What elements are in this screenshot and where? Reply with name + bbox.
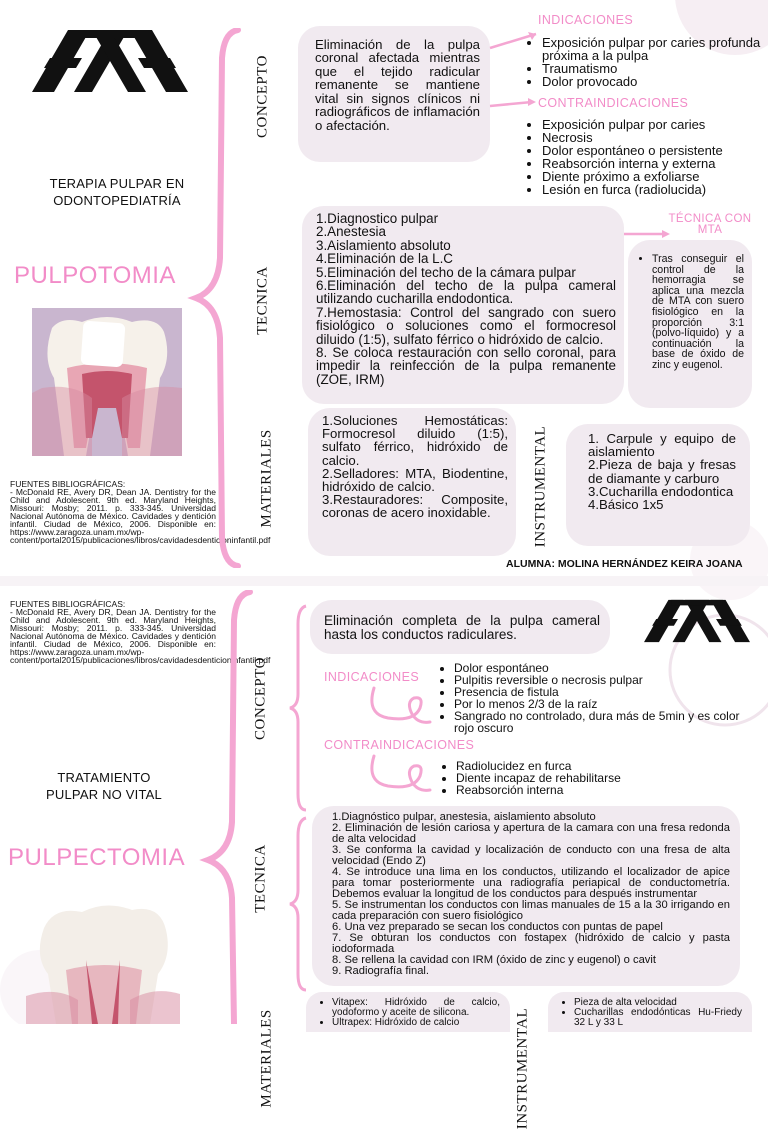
alumna-name: ALUMNA: MOLINA HERNÁNDEZ KEIRA JOANA [506,558,743,570]
tecnica-mta-card [628,240,752,408]
indicaciones-header: INDICACIONES [324,670,420,684]
tecnica-mta-header: TÉCNICA CON MTA [668,213,752,236]
list-item: • Traumatismo [542,62,764,75]
instrumental-item: 1. Carpule y equipo de aislamiento [588,431,736,460]
tecnica-card [302,206,624,404]
tecnica-step: 6.Eliminación del techo de la pulpa cameral utilizando cucharilla endodontica. [316,278,616,307]
materiales-card [306,992,510,1032]
tecnica-step: 5.Eliminación del techo de la cámara pulpar [316,264,576,280]
list-item: • Diente incapaz de rehabilitarse [456,772,722,784]
list-item: • Necrosis [542,131,764,144]
pink-brace [186,28,246,568]
list-item: • Reabsorción interna [456,784,722,796]
label-tecnica: TECNICA [254,266,271,335]
procedure-title: PULPOTOMIA [14,262,176,289]
instrumental-card [548,992,752,1032]
contraindicaciones-list [442,760,722,796]
tecnica-step: 8. Se coloca restauración con sello coronal, para impedir la reinfección de la pulpa remanente (ZOE, IRM) [316,345,616,387]
pink-brace-small [286,604,310,812]
list-item: • Presencia de fistula [454,686,740,698]
indicaciones-list [440,662,740,734]
label-concepto: CONCEPTO [252,657,269,740]
concepto-text: Eliminación de la pulpa coronal afectada mientras que el tejido radicular remanente se mantiene vital sin signos clínicos ni radiográficos de inflamación o afectación. [315,37,480,133]
label-instrumental: INSTRUMENTAL [514,1007,531,1130]
concepto-card [298,26,490,162]
material-item: • Ultrapex: Hidróxido de calcio [332,1018,500,1028]
title-line: ODONTOPEDIATRÍA [53,192,181,208]
tecnica-step: 2. Eliminación de lesión cariosa y apertura de la camara con una fresa redonda de alta velocidad [332,821,730,845]
curl-arrow [364,684,434,730]
material-item: 2.Selladores: MTA, Biodentine, hidróxido de calcio. [322,465,508,495]
references-body: - McDonald RE, Avery DR, Dean JA. Dentistry for the Child and Adolescent. 9th ed. Maryland Heights, Missouri: Mosby; 2011. p. 333-345. Universidad Nacional Autónoma de México. Cavidades y dentición infantil. Ciudad de México, 2006. Disponible en: https://www.zaragoza.unam.mx/wp-content/portal2015/publicaciones/libros/cavidadesdenticioninfantil.pdf [10,607,271,666]
tecnica-step: 5. Se instrumentan los conductos con limas manuales de 15 a la 30 irrigando en cada preparación con suero fisiológico [332,898,730,922]
instrumental-item: • Cucharillas endodónticas Hu-Friedy 32 L y 33 L [574,1008,742,1028]
instrumental-item: 4.Básico 1x5 [588,497,664,513]
contraindicaciones-header: CONTRAINDICACIONES [324,738,475,752]
list-item: • Dolor provocado [542,75,764,88]
references-header: FUENTES BIBLIOGRÁFICAS: [10,599,126,609]
tecnica-step: 8. Se rellena la cavidad con IRM (óxido de zinc y eugenol) o cavit [332,953,656,966]
indicaciones-list [528,36,764,88]
instrumental-item: 2.Pieza de baja y fresas de diamante y carburo [588,457,736,486]
instrumental-item: • Pieza de alta velocidad [574,998,742,1008]
title-line: TERAPIA PULPAR EN [49,176,185,191]
contraindicaciones-header: CONTRAINDICACIONES [538,96,689,110]
tecnica-step: 4. Se introduce una lima en los conductos, utilizando el localizador de apice para tomar posteriormente una radiografía periapical de conductometría. Debemos evaluar la longitud de los conductos para después instrumentar [332,865,730,900]
references [10,599,271,666]
tecnica-card [312,806,740,986]
label-concepto: CONCEPTO [254,55,271,138]
label-tecnica: TECNICA [252,844,269,913]
instrumental-item: 3.Cucharilla endodontica [588,483,734,499]
concepto-text: Eliminación completa de la pulpa cameral hasta los conductos radiculares. [324,613,600,642]
list-item: • Sangrado no controlado, dura más de 5min y es color rojo oscuro [454,710,740,734]
contraindicaciones-list [528,118,764,196]
tecnica-step: 3.Aislamiento absoluto [316,237,451,253]
section-title [14,770,194,804]
concepto-card [310,600,610,654]
list-item: • Radiolucidez en furca [456,760,722,772]
tecnica-step: 2.Anestesia [316,224,386,240]
uam-logo [32,28,188,94]
label-materiales: MATERIALES [258,429,275,528]
tecnica-step: 7.Hemostasia: Control del sangrado con suero fisiológico o soluciones como el formocresol diluido (1:5), sulfato férrico o hidróxido de calcio. [316,304,616,347]
title-line: PULPAR NO VITAL [46,786,162,802]
indicaciones-header: INDICACIONES [538,13,634,27]
tooth-pulpotomy-illustration [32,308,182,456]
list-item: • Reabsorción interna y externa [542,157,764,170]
list-item: • Diente próximo a exfoliarse [542,170,764,183]
label-materiales: MATERIALES [258,1009,275,1108]
uam-logo [644,598,750,644]
list-item: • Exposición pulpar por caries [542,118,764,131]
curl-arrow [364,752,434,798]
tecnica-step: 9. Radiografía final. [332,964,430,977]
list-item: • Dolor espontáneo o persistente [542,144,764,157]
references-header: FUENTES BIBLIOGRÁFICAS: [10,479,126,489]
tooth-pulpectomy-illustration [26,900,180,1024]
material-item: 1.Soluciones Hemostáticas: Formocresol diluido (1:5), sulfato férrico, hidróxido de calcio. [322,413,508,468]
list-item: • Exposición pulpar por caries profunda próxima a la pulpa [542,36,764,62]
material-item: 3.Restauradores: Composite, coronas de acero inoxidable. [322,492,508,521]
tecnica-step: 1.Diagnóstico pulpar, anestesia, aislamiento absoluto [332,811,596,823]
mta-text: • Tras conseguir el control de la hemorragia se aplica una mezcla de MTA con suero fisiológico en la proporción 3:1 (polvo-líquido) y a continuación la base de óxido de zinc y eugenol. [652,254,744,371]
list-item: • Por lo menos 2/3 de la raíz [454,698,740,710]
material-item: • Vitapex: Hidróxido de calcio, yodoformo y aceite de silicona. [332,998,500,1018]
tecnica-step: 1.Diagnostico pulpar [316,211,439,226]
materiales-card [308,408,516,556]
references-body: - McDonald RE, Avery DR, Dean JA. Dentistry for the Child and Adolescent. 9th ed. Maryland Heights, Missouri: Mosby; 2011. p. 333-345. Universidad Nacional Autónoma de México. Cavidades y dentición infantil. Ciudad de México, 2006. Disponible en: https://www.zaragoza.unam.mx/wp-content/portal2015/publicaciones/libros/cavidadesdenticioninfantil.pdf [10,487,271,546]
section-title [22,176,212,210]
title-line: TRATAMIENTO [57,770,151,785]
tecnica-step: 6. Una vez preparado se secan los conductos con puntas de papel [332,920,663,933]
tecnica-step: 3. Se conforma la cavidad y localización de conducto con una fresa de alta velocidad (Endo Z) [332,843,730,867]
tecnica-step: 7. Se obturan los conductos con fostapex (hidróxido de calcio y pasta iodoformada [332,931,730,955]
pink-brace-small [286,816,310,992]
procedure-title: PULPECTOMIA [8,844,186,871]
label-instrumental: INSTRUMENTAL [532,425,549,548]
list-item: • Dolor espontáneo [454,662,740,674]
pink-brace [198,590,258,1024]
list-item: • Lesión en furca (radiolucida) [542,183,764,196]
tecnica-step: 4.Eliminación de la L.C [316,251,453,267]
list-item: • Pulpitis reversible o necrosis pulpar [454,674,740,686]
instrumental-card [566,424,750,546]
